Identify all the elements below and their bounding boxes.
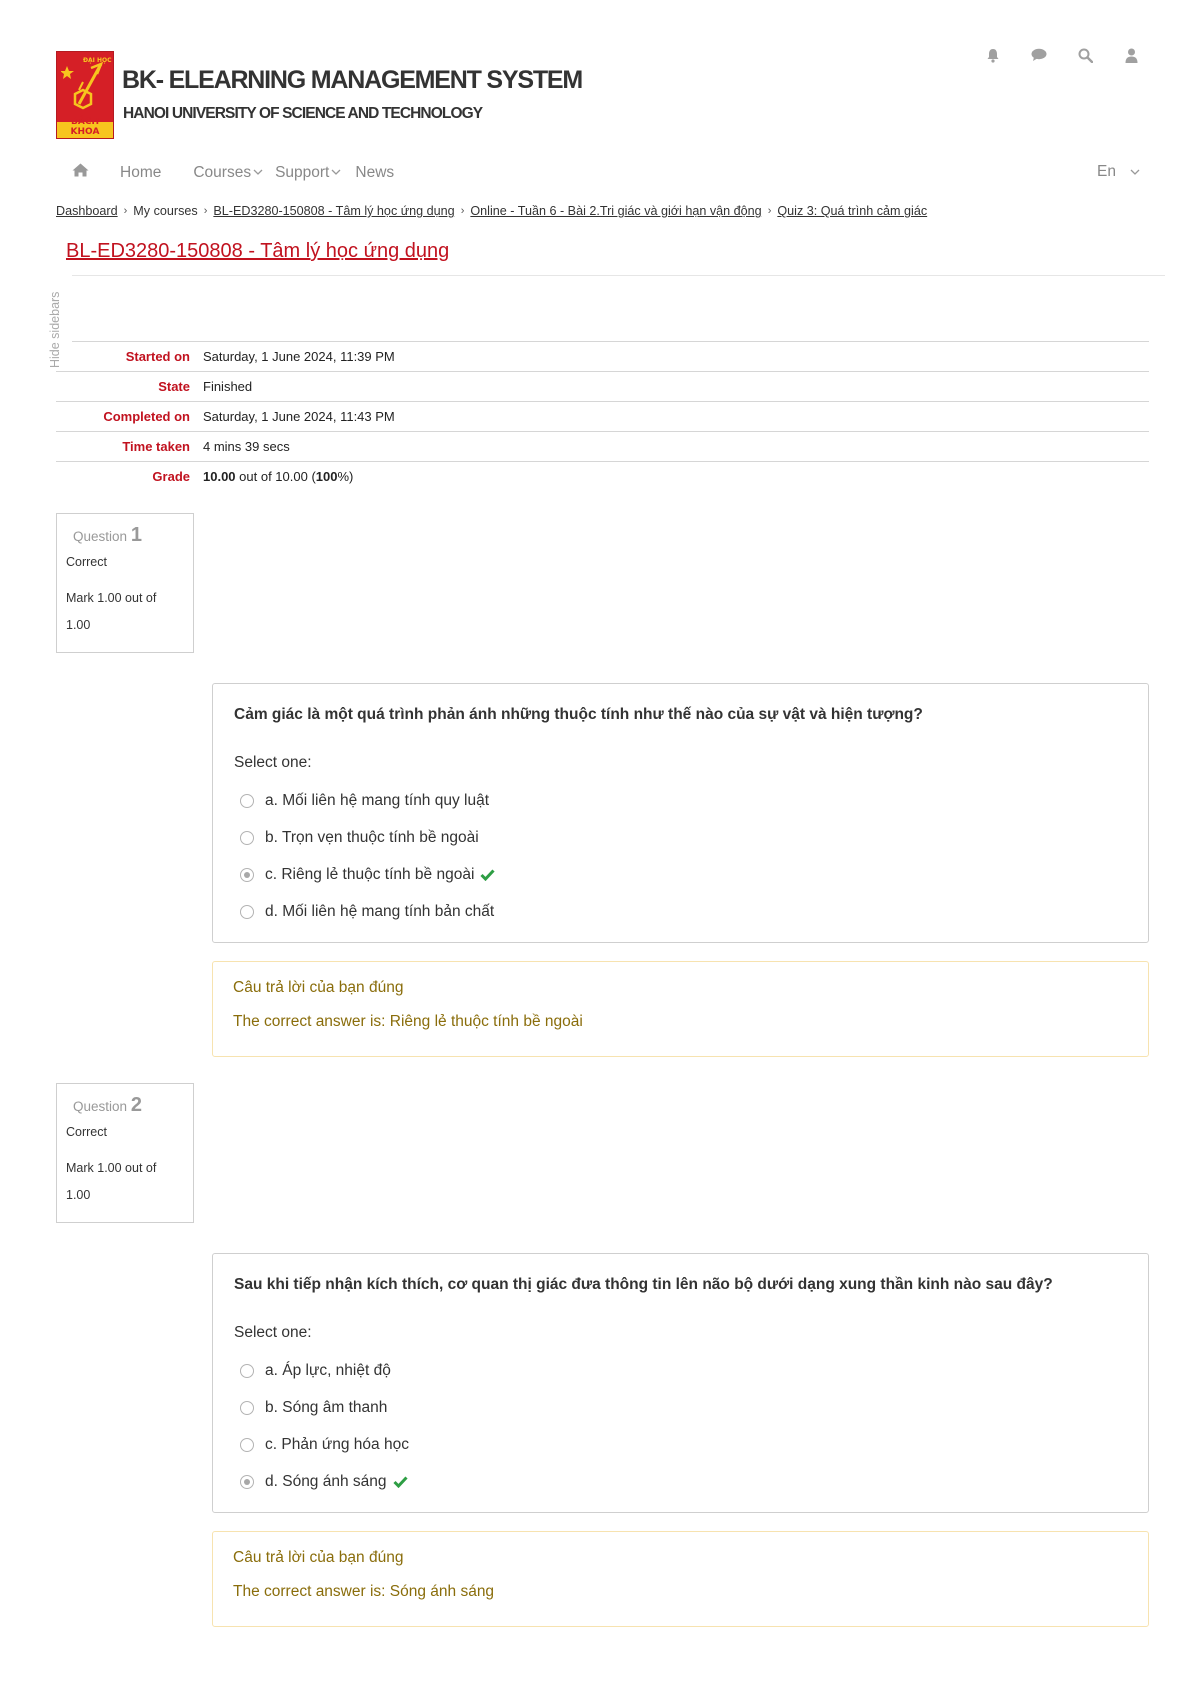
attempt-summary-table [56,341,1149,491]
completed-on-value: Saturday, 1 June 2024, 11:43 PM [203,409,395,424]
answer-option-selected[interactable] [234,1463,1128,1500]
logo-emblem-icon [61,60,109,120]
answer-option[interactable] [234,819,1128,856]
question-feedback-2 [212,1531,1149,1627]
summary-row-started [72,341,1149,371]
time-taken-label: Time taken [122,439,190,454]
search-icon[interactable] [1076,46,1094,64]
header-icons [984,46,1140,64]
completed-on-label: Completed on [103,409,190,424]
chevron-down-icon [253,169,263,176]
correct-check-icon [480,869,495,881]
question-info-1 [56,513,194,653]
grade-score: 10.00 [203,469,236,484]
answer-label: a. Áp lực, nhiệt độ [265,1361,391,1379]
feedback-text: Câu trả lời của bạn đúng [233,979,404,996]
question-text: Sau khi tiếp nhận kích thích, cơ quan thị giác đưa thông tin lên não bộ dưới dạng xung thần kinh nào sau đây? [234,1276,1053,1293]
language-label: En [1097,163,1116,180]
answer-radio-checked[interactable] [240,868,254,882]
started-on-value: Saturday, 1 June 2024, 11:39 PM [203,349,395,364]
breadcrumb-section[interactable]: Online - Tuần 6 - Bài 2.Tri giác và giới hạn vận động [470,204,762,218]
select-one-prompt: Select one: [234,1324,312,1341]
breadcrumb-dashboard[interactable]: Dashboard [56,204,118,218]
answer-radio[interactable] [240,905,254,919]
answer-radio[interactable] [240,794,254,808]
question-number [73,524,184,547]
answer-option[interactable] [234,893,1128,930]
nav-support[interactable] [275,164,341,182]
question-state: Correct [66,1125,107,1139]
nav-courses[interactable] [193,164,263,182]
question-number [73,1094,184,1117]
correct-answer-text: The correct answer is: Sóng ánh sáng [233,1583,495,1600]
bell-icon[interactable] [984,46,1002,64]
language-selector[interactable] [1097,163,1140,181]
grade-percent: 100 [315,469,338,484]
question-label: Question [73,1099,128,1114]
answer-option[interactable] [234,782,1128,819]
nav-news[interactable]: News [355,163,395,181]
chevron-right-icon: › [203,205,208,217]
chevron-right-icon: › [767,205,772,217]
breadcrumb-quiz[interactable]: Quiz 3: Quá trình cảm giác [777,204,928,218]
started-on-label: Started on [125,349,190,364]
question-mark: Mark 1.00 out of 1.00 [66,1161,157,1202]
question-mark: Mark 1.00 out of 1.00 [66,591,157,632]
system-title: BK- ELEARNING MANAGEMENT SYSTEM [122,66,583,94]
answer-label: c. Riêng lẻ thuộc tính bề ngoài [265,865,475,883]
answer-radio[interactable] [240,1364,254,1378]
correct-check-icon [393,1476,408,1488]
chevron-right-icon: › [460,205,465,217]
grade-label: Grade [152,469,190,484]
chevron-down-icon [1130,169,1140,176]
question-number-value: 2 [130,1094,142,1116]
nav-support-label: Support [275,163,330,181]
state-value: Finished [203,379,253,394]
question-content-1 [212,683,1149,943]
correct-answer-text: The correct answer is: Riêng lẻ thuộc tính bề ngoài [233,1013,583,1030]
grade-value [203,469,353,484]
feedback-text: Câu trả lời của bạn đúng [233,1549,404,1566]
breadcrumb-my-courses[interactable]: My courses [133,204,198,218]
answer-radio[interactable] [240,1401,254,1415]
answer-label: c. Phản ứng hóa học [265,1435,409,1453]
main-nav [72,163,410,182]
answer-option-selected[interactable] [234,856,1128,893]
title-divider [72,275,1165,276]
grade-tail: %) [337,469,354,484]
system-subtitle: HANOI UNIVERSITY OF SCIENCE AND TECHNOLOGY [123,105,483,122]
grade-out-of: out of 10.00 ( [235,469,316,484]
university-logo[interactable] [56,51,114,139]
course-title-link[interactable]: BL-ED3280-150808 - Tâm lý học ứng dụng [66,240,450,262]
question-text: Cảm giác là một quá trình phản ánh những thuộc tính như thế nào của sự vật và hiện tượng? [234,706,923,723]
answer-label: a. Mối liên hệ mang tính quy luật [265,791,490,809]
answer-option[interactable] [234,1389,1128,1426]
question-label: Question [73,529,128,544]
answer-radio[interactable] [240,831,254,845]
breadcrumb [56,204,927,218]
chevron-right-icon: › [123,205,128,217]
answer-radio[interactable] [240,1438,254,1452]
logo-bottom-text: BÁCH KHOA [70,117,100,137]
home-icon[interactable] [72,163,89,182]
question-info-2 [56,1083,194,1223]
chat-icon[interactable] [1030,46,1048,64]
chevron-down-icon [331,169,341,176]
nav-courses-label: Courses [193,163,252,181]
question-state: Correct [66,555,107,569]
question-content-2 [212,1253,1149,1513]
answer-label: b. Trọn vẹn thuộc tính bề ngoài [265,828,479,846]
user-icon[interactable] [1122,46,1140,64]
summary-row-grade [56,461,1149,491]
nav-home[interactable]: Home [120,163,162,181]
time-taken-value: 4 mins 39 secs [203,439,290,454]
answer-option[interactable] [234,1352,1128,1389]
hide-sidebars-toggle[interactable]: Hide sidebars [48,291,62,368]
summary-row-time [56,431,1149,461]
answer-list [234,1352,1128,1500]
answer-label: d. Mối liên hệ mang tính bản chất [265,902,495,920]
summary-row-completed [56,401,1149,431]
answer-radio-checked[interactable] [240,1475,254,1489]
answer-option[interactable] [234,1426,1128,1463]
select-one-prompt: Select one: [234,754,312,771]
state-label: State [158,379,190,394]
answer-label: b. Sóng âm thanh [265,1398,388,1416]
question-number-value: 1 [130,524,142,546]
summary-row-state [56,371,1149,401]
breadcrumb-course[interactable]: BL-ED3280-150808 - Tâm lý học ứng dụng [213,204,455,218]
answer-label: d. Sóng ánh sáng [265,1472,387,1490]
answer-list [234,782,1128,930]
question-feedback-1 [212,961,1149,1057]
logo-top-text: ĐẠI HỌC [83,57,112,64]
